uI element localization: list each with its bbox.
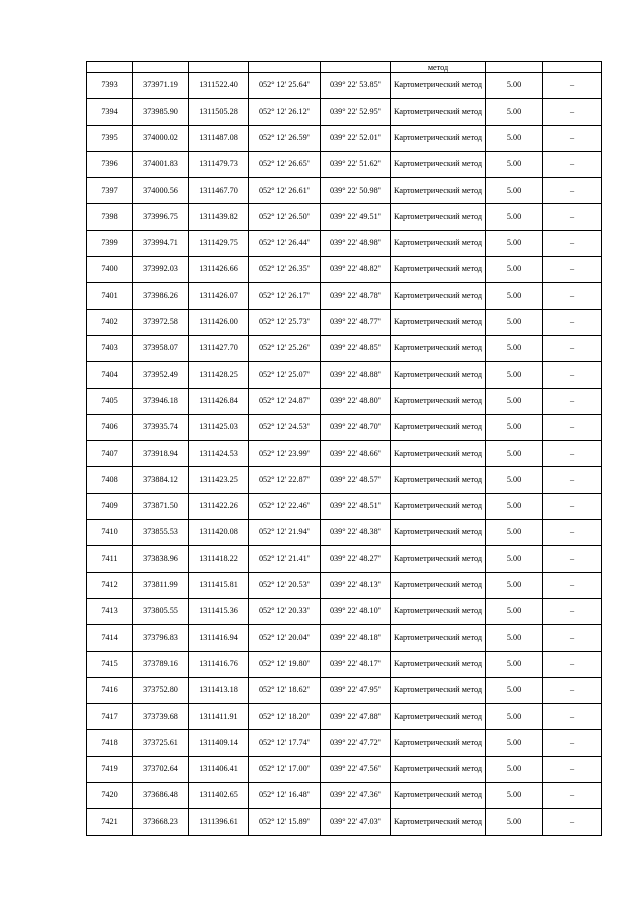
table-row xyxy=(87,283,602,309)
point-number-cell: 7405 xyxy=(87,388,133,414)
y-coordinate-cell: 1311426.00 xyxy=(189,309,249,335)
table-row xyxy=(87,783,602,809)
table-cell xyxy=(486,62,543,73)
accuracy-cell: 5.00 xyxy=(486,783,543,809)
table-row xyxy=(87,756,602,782)
method-cell: Картометрический метод xyxy=(391,704,486,730)
accuracy-cell: 5.00 xyxy=(486,283,543,309)
table-row xyxy=(87,335,602,361)
point-number-cell: 7397 xyxy=(87,178,133,204)
latitude-cell: 052° 12' 26.17" xyxy=(249,283,321,309)
point-number-cell: 7401 xyxy=(87,283,133,309)
table-row xyxy=(87,704,602,730)
note-cell: – xyxy=(543,783,602,809)
y-coordinate-cell: 1311426.66 xyxy=(189,257,249,283)
note-cell: – xyxy=(543,73,602,99)
x-coordinate-cell: 373884.12 xyxy=(133,467,189,493)
method-cell: Картометрический метод xyxy=(391,809,486,835)
latitude-cell: 052° 12' 26.65" xyxy=(249,151,321,177)
note-cell: – xyxy=(543,677,602,703)
latitude-cell: 052° 12' 16.48" xyxy=(249,783,321,809)
method-cell: Картометрический метод xyxy=(391,677,486,703)
note-cell: – xyxy=(543,362,602,388)
table-row xyxy=(87,546,602,572)
y-coordinate-cell: 1311467.70 xyxy=(189,178,249,204)
accuracy-cell: 5.00 xyxy=(486,230,543,256)
point-number-cell: 7396 xyxy=(87,151,133,177)
latitude-cell: 052° 12' 19.80" xyxy=(249,651,321,677)
longitude-cell: 039° 22' 53.85" xyxy=(321,73,391,99)
note-cell: – xyxy=(543,572,602,598)
table-row xyxy=(87,414,602,440)
longitude-cell: 039° 22' 47.72" xyxy=(321,730,391,756)
x-coordinate-cell: 373702.64 xyxy=(133,756,189,782)
accuracy-cell: 5.00 xyxy=(486,651,543,677)
y-coordinate-cell: 1311439.82 xyxy=(189,204,249,230)
x-coordinate-cell: 373958.07 xyxy=(133,335,189,361)
table-cell xyxy=(543,62,602,73)
y-coordinate-cell: 1311479.73 xyxy=(189,151,249,177)
x-coordinate-cell: 373972.58 xyxy=(133,309,189,335)
latitude-cell: 052° 12' 18.62" xyxy=(249,677,321,703)
longitude-cell: 039° 22' 48.82" xyxy=(321,257,391,283)
note-cell: – xyxy=(543,335,602,361)
table-row xyxy=(87,257,602,283)
accuracy-cell: 5.00 xyxy=(486,493,543,519)
longitude-cell: 039° 22' 51.62" xyxy=(321,151,391,177)
method-cell: Картометрический метод xyxy=(391,783,486,809)
note-cell: – xyxy=(543,257,602,283)
latitude-cell: 052° 12' 24.87" xyxy=(249,388,321,414)
point-number-cell: 7399 xyxy=(87,230,133,256)
longitude-cell: 039° 22' 48.51" xyxy=(321,493,391,519)
latitude-cell: 052° 12' 22.46" xyxy=(249,493,321,519)
table-row xyxy=(87,625,602,651)
latitude-cell: 052° 12' 15.89" xyxy=(249,809,321,835)
y-coordinate-cell: 1311420.08 xyxy=(189,520,249,546)
table-row xyxy=(87,125,602,151)
accuracy-cell: 5.00 xyxy=(486,362,543,388)
latitude-cell: 052° 12' 25.64" xyxy=(249,73,321,99)
y-coordinate-cell: 1311423.25 xyxy=(189,467,249,493)
y-coordinate-cell: 1311426.84 xyxy=(189,388,249,414)
point-number-cell: 7400 xyxy=(87,257,133,283)
y-coordinate-cell: 1311409.14 xyxy=(189,730,249,756)
table-row xyxy=(87,467,602,493)
method-cell: Картометрический метод xyxy=(391,283,486,309)
table-cell xyxy=(249,62,321,73)
accuracy-cell: 5.00 xyxy=(486,73,543,99)
x-coordinate-cell: 373952.49 xyxy=(133,362,189,388)
method-cell: Картометрический метод xyxy=(391,388,486,414)
latitude-cell: 052° 12' 25.26" xyxy=(249,335,321,361)
point-number-cell: 7414 xyxy=(87,625,133,651)
note-cell: – xyxy=(543,151,602,177)
latitude-cell: 052° 12' 26.12" xyxy=(249,99,321,125)
x-coordinate-cell: 373686.48 xyxy=(133,783,189,809)
note-cell: – xyxy=(543,283,602,309)
latitude-cell: 052° 12' 23.99" xyxy=(249,441,321,467)
method-cell: Картометрический метод xyxy=(391,230,486,256)
method-cell: Картометрический метод xyxy=(391,257,486,283)
accuracy-cell: 5.00 xyxy=(486,520,543,546)
y-coordinate-cell: 1311505.28 xyxy=(189,99,249,125)
latitude-cell: 052° 12' 21.94" xyxy=(249,520,321,546)
method-cell: Картометрический метод xyxy=(391,572,486,598)
y-coordinate-cell: 1311428.25 xyxy=(189,362,249,388)
x-coordinate-cell: 373668.23 xyxy=(133,809,189,835)
note-cell: – xyxy=(543,178,602,204)
y-coordinate-cell: 1311425.03 xyxy=(189,414,249,440)
method-cell: Картометрический метод xyxy=(391,493,486,519)
y-coordinate-cell: 1311396.61 xyxy=(189,809,249,835)
point-number-cell: 7398 xyxy=(87,204,133,230)
accuracy-cell: 5.00 xyxy=(486,335,543,361)
point-number-cell: 7412 xyxy=(87,572,133,598)
longitude-cell: 039° 22' 48.27" xyxy=(321,546,391,572)
x-coordinate-cell: 373789.16 xyxy=(133,651,189,677)
longitude-cell: 039° 22' 48.18" xyxy=(321,625,391,651)
point-number-cell: 7402 xyxy=(87,309,133,335)
accuracy-cell: 5.00 xyxy=(486,125,543,151)
y-coordinate-cell: 1311418.22 xyxy=(189,546,249,572)
y-coordinate-cell: 1311416.94 xyxy=(189,625,249,651)
note-cell: – xyxy=(543,467,602,493)
table-row xyxy=(87,651,602,677)
accuracy-cell: 5.00 xyxy=(486,546,543,572)
method-cell: Картометрический метод xyxy=(391,204,486,230)
x-coordinate-cell: 373752.80 xyxy=(133,677,189,703)
point-number-cell: 7420 xyxy=(87,783,133,809)
longitude-cell: 039° 22' 50.98" xyxy=(321,178,391,204)
method-cell: Картометрический метод xyxy=(391,546,486,572)
continuation-row xyxy=(87,62,602,73)
latitude-cell: 052° 12' 26.44" xyxy=(249,230,321,256)
longitude-cell: 039° 22' 48.77" xyxy=(321,309,391,335)
table-row xyxy=(87,204,602,230)
accuracy-cell: 5.00 xyxy=(486,730,543,756)
table-row xyxy=(87,151,602,177)
accuracy-cell: 5.00 xyxy=(486,151,543,177)
x-coordinate-cell: 373811.99 xyxy=(133,572,189,598)
x-coordinate-cell: 373838.96 xyxy=(133,546,189,572)
x-coordinate-cell: 373725.61 xyxy=(133,730,189,756)
note-cell: – xyxy=(543,625,602,651)
accuracy-cell: 5.00 xyxy=(486,309,543,335)
point-number-cell: 7415 xyxy=(87,651,133,677)
latitude-cell: 052° 12' 25.07" xyxy=(249,362,321,388)
x-coordinate-cell: 374000.02 xyxy=(133,125,189,151)
longitude-cell: 039° 22' 49.51" xyxy=(321,204,391,230)
table-cell xyxy=(189,62,249,73)
table-row xyxy=(87,230,602,256)
point-number-cell: 7395 xyxy=(87,125,133,151)
accuracy-cell: 5.00 xyxy=(486,257,543,283)
table-row xyxy=(87,520,602,546)
latitude-cell: 052° 12' 22.87" xyxy=(249,467,321,493)
latitude-cell: 052° 12' 17.00" xyxy=(249,756,321,782)
y-coordinate-cell: 1311406.41 xyxy=(189,756,249,782)
longitude-cell: 039° 22' 47.36" xyxy=(321,783,391,809)
table-row xyxy=(87,309,602,335)
point-number-cell: 7411 xyxy=(87,546,133,572)
x-coordinate-cell: 374001.83 xyxy=(133,151,189,177)
y-coordinate-cell: 1311415.81 xyxy=(189,572,249,598)
longitude-cell: 039° 22' 48.10" xyxy=(321,598,391,624)
accuracy-cell: 5.00 xyxy=(486,204,543,230)
note-cell: – xyxy=(543,309,602,335)
table-row xyxy=(87,99,602,125)
latitude-cell: 052° 12' 26.50" xyxy=(249,204,321,230)
point-number-cell: 7418 xyxy=(87,730,133,756)
table-row xyxy=(87,441,602,467)
y-coordinate-cell: 1311422.26 xyxy=(189,493,249,519)
accuracy-cell: 5.00 xyxy=(486,809,543,835)
method-cell: Картометрический метод xyxy=(391,73,486,99)
y-coordinate-cell: 1311487.08 xyxy=(189,125,249,151)
latitude-cell: 052° 12' 20.33" xyxy=(249,598,321,624)
point-number-cell: 7407 xyxy=(87,441,133,467)
table-row xyxy=(87,598,602,624)
latitude-cell: 052° 12' 18.20" xyxy=(249,704,321,730)
note-cell: – xyxy=(543,441,602,467)
method-cell: Картометрический метод xyxy=(391,414,486,440)
note-cell: – xyxy=(543,204,602,230)
note-cell: – xyxy=(543,704,602,730)
y-coordinate-cell: 1311424.53 xyxy=(189,441,249,467)
table-body xyxy=(87,62,602,836)
latitude-cell: 052° 12' 26.59" xyxy=(249,125,321,151)
method-cell: Картометрический метод xyxy=(391,309,486,335)
method-cell: Картометрический метод xyxy=(391,151,486,177)
longitude-cell: 039° 22' 48.66" xyxy=(321,441,391,467)
longitude-cell: 039° 22' 48.80" xyxy=(321,388,391,414)
x-coordinate-cell: 373985.90 xyxy=(133,99,189,125)
method-cell: Картометрический метод xyxy=(391,520,486,546)
note-cell: – xyxy=(543,809,602,835)
longitude-cell: 039° 22' 48.85" xyxy=(321,335,391,361)
table-row xyxy=(87,73,602,99)
x-coordinate-cell: 373992.03 xyxy=(133,257,189,283)
longitude-cell: 039° 22' 47.95" xyxy=(321,677,391,703)
x-coordinate-cell: 373796.83 xyxy=(133,625,189,651)
method-cell: Картометрический метод xyxy=(391,730,486,756)
y-coordinate-cell: 1311429.75 xyxy=(189,230,249,256)
point-number-cell: 7404 xyxy=(87,362,133,388)
longitude-cell: 039° 22' 48.98" xyxy=(321,230,391,256)
point-number-cell: 7409 xyxy=(87,493,133,519)
note-cell: – xyxy=(543,598,602,624)
accuracy-cell: 5.00 xyxy=(486,178,543,204)
point-number-cell: 7413 xyxy=(87,598,133,624)
point-number-cell: 7416 xyxy=(87,677,133,703)
y-coordinate-cell: 1311426.07 xyxy=(189,283,249,309)
x-coordinate-cell: 373986.26 xyxy=(133,283,189,309)
y-coordinate-cell: 1311427.70 xyxy=(189,335,249,361)
accuracy-cell: 5.00 xyxy=(486,625,543,651)
table-row xyxy=(87,572,602,598)
method-cell: Картометрический метод xyxy=(391,125,486,151)
longitude-cell: 039° 22' 47.03" xyxy=(321,809,391,835)
x-coordinate-cell: 373946.18 xyxy=(133,388,189,414)
latitude-cell: 052° 12' 26.35" xyxy=(249,257,321,283)
method-cell: Картометрический метод xyxy=(391,362,486,388)
y-coordinate-cell: 1311415.36 xyxy=(189,598,249,624)
table-row xyxy=(87,362,602,388)
longitude-cell: 039° 22' 48.88" xyxy=(321,362,391,388)
x-coordinate-cell: 374000.56 xyxy=(133,178,189,204)
x-coordinate-cell: 373994.71 xyxy=(133,230,189,256)
x-coordinate-cell: 373871.50 xyxy=(133,493,189,519)
method-cell: Картометрический метод xyxy=(391,467,486,493)
table-cell xyxy=(87,62,133,73)
y-coordinate-cell: 1311411.91 xyxy=(189,704,249,730)
note-cell: – xyxy=(543,493,602,519)
note-cell: – xyxy=(543,388,602,414)
table-row xyxy=(87,809,602,835)
point-number-cell: 7419 xyxy=(87,756,133,782)
note-cell: – xyxy=(543,520,602,546)
longitude-cell: 039° 22' 52.95" xyxy=(321,99,391,125)
note-cell: – xyxy=(543,414,602,440)
accuracy-cell: 5.00 xyxy=(486,388,543,414)
method-cell: Картометрический метод xyxy=(391,178,486,204)
accuracy-cell: 5.00 xyxy=(486,756,543,782)
note-cell: – xyxy=(543,546,602,572)
note-cell: – xyxy=(543,99,602,125)
note-cell: – xyxy=(543,756,602,782)
method-cell: Картометрический метод xyxy=(391,441,486,467)
note-cell: – xyxy=(543,730,602,756)
longitude-cell: 039° 22' 48.57" xyxy=(321,467,391,493)
latitude-cell: 052° 12' 25.73" xyxy=(249,309,321,335)
x-coordinate-cell: 373935.74 xyxy=(133,414,189,440)
method-cell: Картометрический метод xyxy=(391,651,486,677)
x-coordinate-cell: 373739.68 xyxy=(133,704,189,730)
method-cell: Картометрический метод xyxy=(391,598,486,624)
accuracy-cell: 5.00 xyxy=(486,677,543,703)
coordinates-table xyxy=(86,61,602,836)
latitude-cell: 052° 12' 21.41" xyxy=(249,546,321,572)
point-number-cell: 7403 xyxy=(87,335,133,361)
method-cell: Картометрический метод xyxy=(391,625,486,651)
accuracy-cell: 5.00 xyxy=(486,467,543,493)
note-cell: – xyxy=(543,125,602,151)
y-coordinate-cell: 1311522.40 xyxy=(189,73,249,99)
point-number-cell: 7393 xyxy=(87,73,133,99)
longitude-cell: 039° 22' 48.70" xyxy=(321,414,391,440)
table-row xyxy=(87,493,602,519)
point-number-cell: 7410 xyxy=(87,520,133,546)
latitude-cell: 052° 12' 26.61" xyxy=(249,178,321,204)
longitude-cell: 039° 22' 48.38" xyxy=(321,520,391,546)
x-coordinate-cell: 373918.94 xyxy=(133,441,189,467)
longitude-cell: 039° 22' 47.56" xyxy=(321,756,391,782)
x-coordinate-cell: 373996.75 xyxy=(133,204,189,230)
latitude-cell: 052° 12' 17.74" xyxy=(249,730,321,756)
table-row xyxy=(87,677,602,703)
accuracy-cell: 5.00 xyxy=(486,441,543,467)
x-coordinate-cell: 373971.19 xyxy=(133,73,189,99)
note-cell: – xyxy=(543,230,602,256)
method-cell: метод xyxy=(391,62,486,73)
x-coordinate-cell: 373855.53 xyxy=(133,520,189,546)
latitude-cell: 052° 12' 20.53" xyxy=(249,572,321,598)
accuracy-cell: 5.00 xyxy=(486,572,543,598)
accuracy-cell: 5.00 xyxy=(486,414,543,440)
y-coordinate-cell: 1311416.76 xyxy=(189,651,249,677)
y-coordinate-cell: 1311402.65 xyxy=(189,783,249,809)
point-number-cell: 7406 xyxy=(87,414,133,440)
point-number-cell: 7417 xyxy=(87,704,133,730)
point-number-cell: 7394 xyxy=(87,99,133,125)
point-number-cell: 7408 xyxy=(87,467,133,493)
x-coordinate-cell: 373805.55 xyxy=(133,598,189,624)
y-coordinate-cell: 1311413.18 xyxy=(189,677,249,703)
accuracy-cell: 5.00 xyxy=(486,598,543,624)
table-cell xyxy=(133,62,189,73)
table-row xyxy=(87,388,602,414)
longitude-cell: 039° 22' 48.78" xyxy=(321,283,391,309)
longitude-cell: 039° 22' 48.13" xyxy=(321,572,391,598)
note-cell: – xyxy=(543,651,602,677)
accuracy-cell: 5.00 xyxy=(486,99,543,125)
table-row xyxy=(87,178,602,204)
accuracy-cell: 5.00 xyxy=(486,704,543,730)
point-number-cell: 7421 xyxy=(87,809,133,835)
longitude-cell: 039° 22' 48.17" xyxy=(321,651,391,677)
latitude-cell: 052° 12' 24.53" xyxy=(249,414,321,440)
method-cell: Картометрический метод xyxy=(391,335,486,361)
latitude-cell: 052° 12' 20.04" xyxy=(249,625,321,651)
method-cell: Картометрический метод xyxy=(391,756,486,782)
method-cell: Картометрический метод xyxy=(391,99,486,125)
longitude-cell: 039° 22' 52.01" xyxy=(321,125,391,151)
table-row xyxy=(87,730,602,756)
longitude-cell: 039° 22' 47.88" xyxy=(321,704,391,730)
table-cell xyxy=(321,62,391,73)
